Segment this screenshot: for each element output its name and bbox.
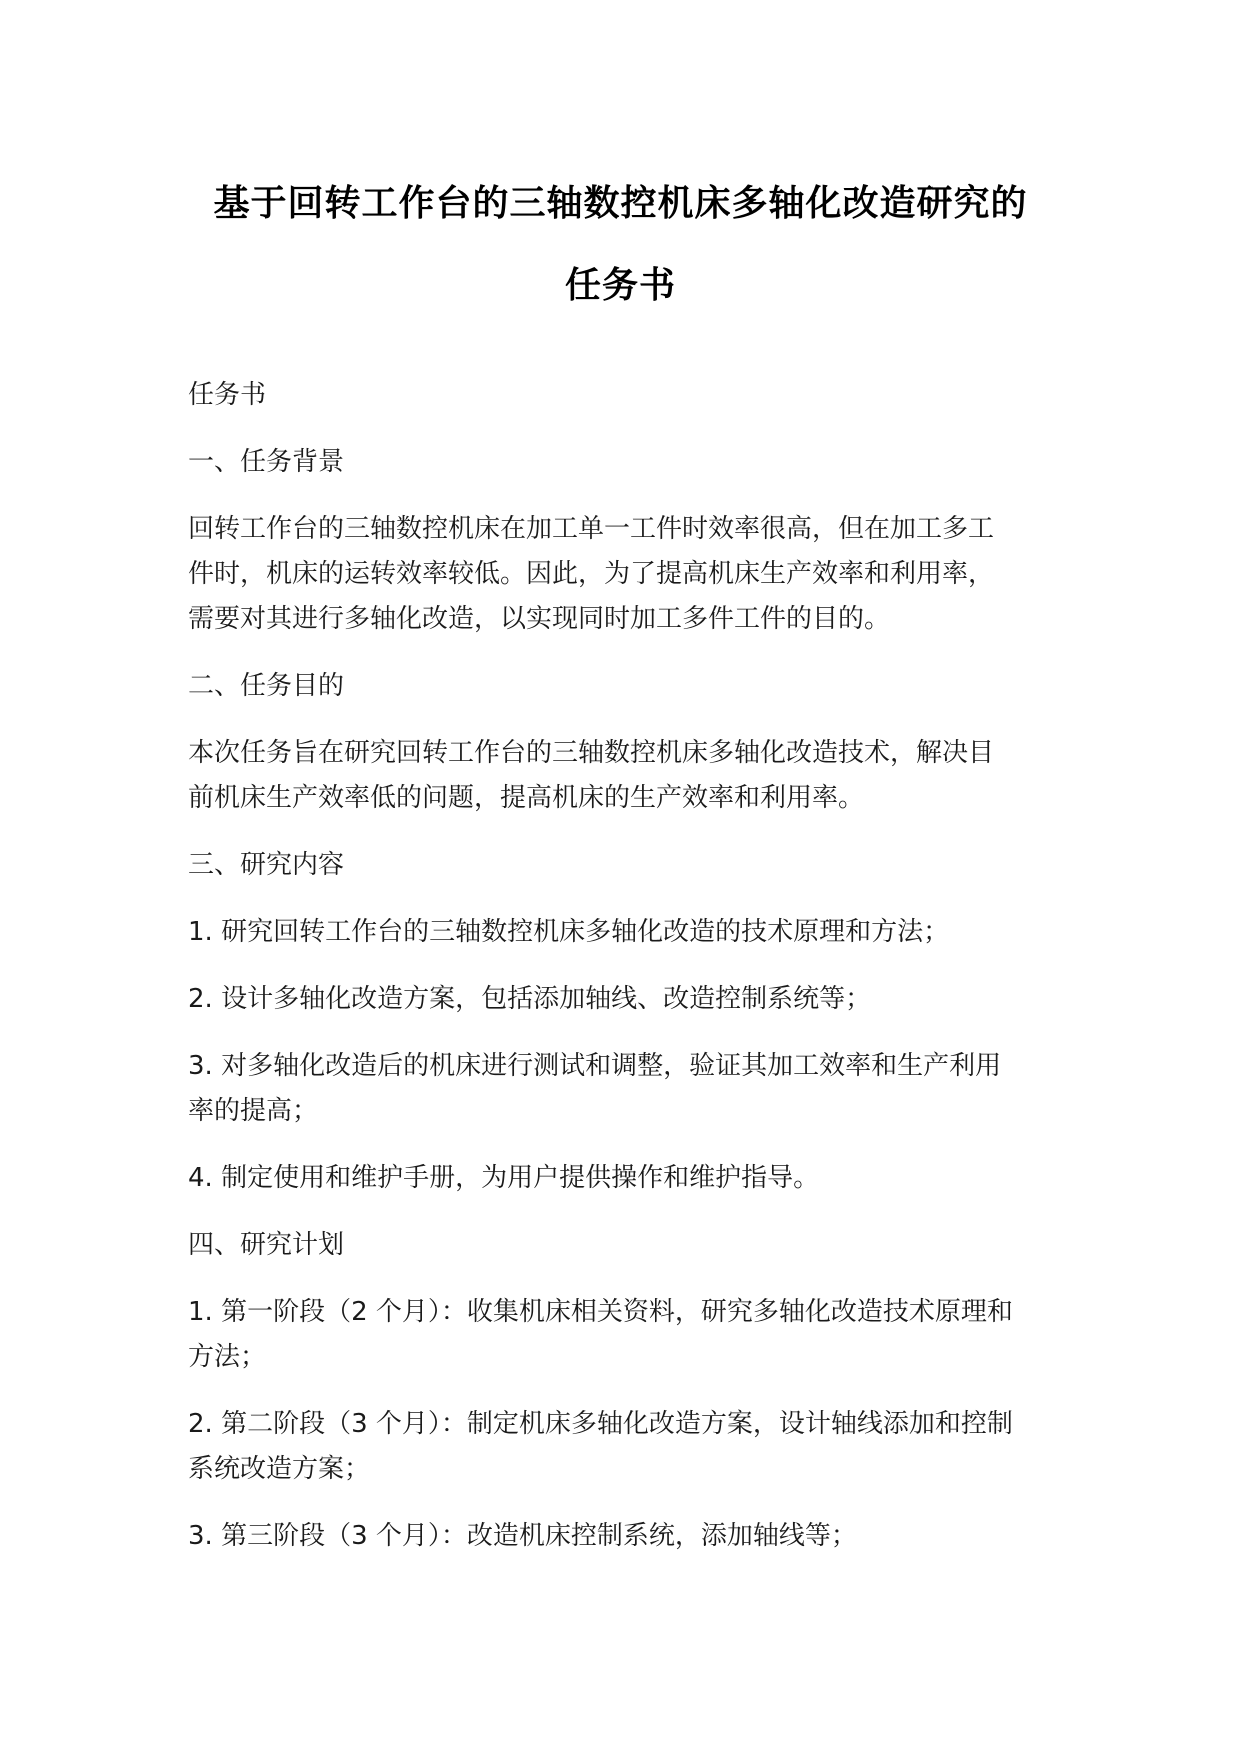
paragraph-line: 需要对其进行多轴化改造，以实现同时加工多件工件的目的。 bbox=[188, 604, 891, 634]
document-title-line-2: 任务书 bbox=[564, 265, 676, 306]
section-label: 任务书 bbox=[188, 380, 267, 410]
section-heading-background: 一、任务背景 bbox=[188, 447, 345, 477]
list-item: 4. 制定使用和维护手册，为用户提供操作和维护指导。 bbox=[188, 1163, 820, 1193]
list-item-continuation: 方法； bbox=[188, 1342, 267, 1372]
section-heading-plan: 四、研究计划 bbox=[188, 1230, 345, 1260]
section-heading-purpose: 二、任务目的 bbox=[188, 671, 345, 701]
list-item: 2. 设计多轴化改造方案，包括添加轴线、改造控制系统等； bbox=[188, 984, 872, 1014]
list-item-continuation: 率的提高； bbox=[188, 1096, 319, 1126]
list-item: 1. 研究回转工作台的三轴数控机床多轴化改造的技术原理和方法； bbox=[188, 917, 950, 947]
list-item-continuation: 系统改造方案； bbox=[188, 1454, 371, 1484]
paragraph-line: 回转工作台的三轴数控机床在加工单一工件时效率很高，但在加工多工 bbox=[188, 514, 995, 544]
list-item: 3. 第三阶段（3 个月）：改造机床控制系统，添加轴线等； bbox=[188, 1521, 857, 1551]
document-title-line-1: 基于回转工作台的三轴数控机床多轴化改造研究的 bbox=[213, 183, 1028, 224]
paragraph-line: 件时，机床的运转效率较低。因此，为了提高机床生产效率和利用率， bbox=[188, 559, 995, 589]
paragraph-line: 前机床生产效率低的问题，提高机床的生产效率和利用率。 bbox=[188, 783, 865, 813]
list-item: 1. 第一阶段（2 个月）：收集机床相关资料，研究多轴化改造技术原理和 bbox=[188, 1297, 1013, 1327]
section-heading-content: 三、研究内容 bbox=[188, 850, 345, 880]
list-item: 3. 对多轴化改造后的机床进行测试和调整，验证其加工效率和生产利用 bbox=[188, 1051, 1002, 1081]
paragraph-line: 本次任务旨在研究回转工作台的三轴数控机床多轴化改造技术，解决目 bbox=[188, 738, 995, 768]
list-item: 2. 第二阶段（3 个月）：制定机床多轴化改造方案，设计轴线添加和控制 bbox=[188, 1409, 1013, 1439]
